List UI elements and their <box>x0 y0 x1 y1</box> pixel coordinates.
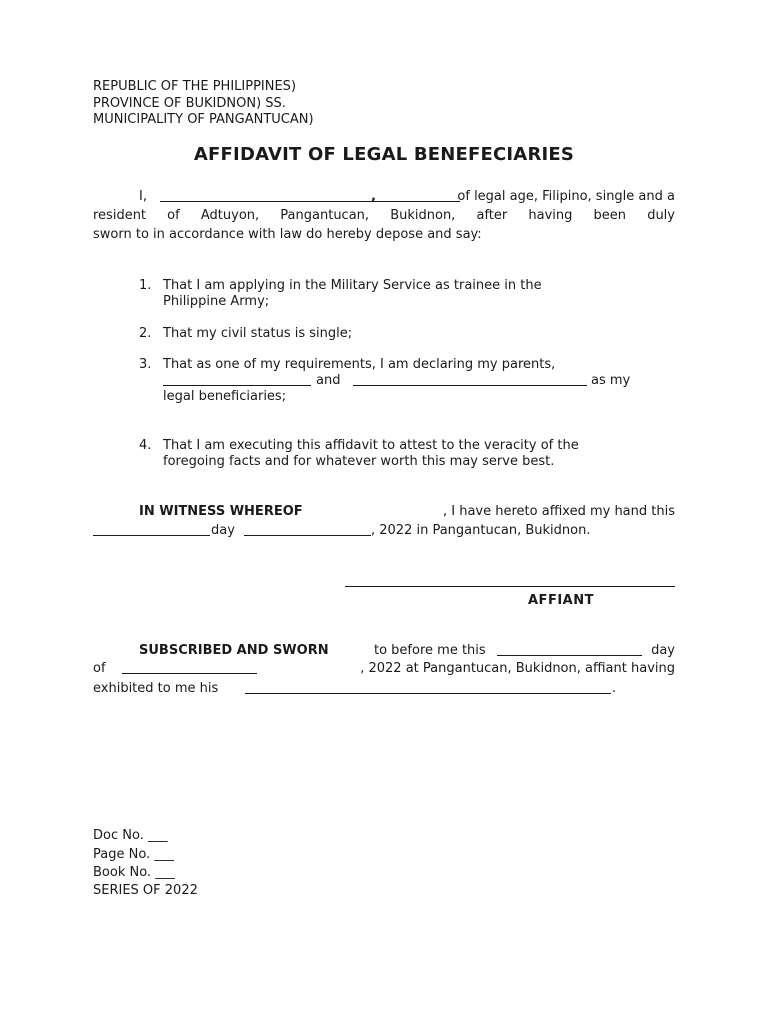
list-item-text: That as one of my requirements, I am declaring my parents, <box>163 357 556 372</box>
subscribed-day-word: day <box>651 643 675 658</box>
caption-republic: REPUBLIC OF THE PHILIPPINES) <box>93 79 297 94</box>
subscribed-month-blank <box>122 661 257 674</box>
list-item-text: That I am applying in the Military Service as trainee in the <box>163 278 542 293</box>
list-item-number: 2. <box>139 326 152 341</box>
intro-comma: , <box>371 189 376 204</box>
document-title: AFFIDAVIT OF LEGAL BENEFECIARIES <box>193 144 575 165</box>
witness-lead: IN WITNESS WHEREOF <box>139 504 303 519</box>
notary-book-no: Book No. ___ <box>93 865 175 880</box>
witness-month-blank <box>244 523 371 536</box>
list-item-text: legal beneficiaries; <box>163 389 287 404</box>
affiant-label: AFFIANT <box>528 593 594 608</box>
list-item-text: foregoing facts and for whatever worth this may serve best. <box>163 454 555 469</box>
witness-year-place: , 2022 in Pangantucan, Bukidnon. <box>371 523 591 538</box>
caption-province: PROVINCE OF BUKIDNON) SS. <box>93 96 286 111</box>
intro-prefix: I, <box>139 189 147 204</box>
notary-doc-no: Doc No. ___ <box>93 828 168 843</box>
list-item-number: 1. <box>139 278 152 293</box>
caption-municipality: MUNICIPALITY OF PANGANTUCAN) <box>93 112 314 127</box>
subscribed-line2-rest: , 2022 at Pangantucan, Bukidnon, affiant having <box>360 661 675 676</box>
list-item-number: 3. <box>139 357 152 372</box>
subscribed-line-2 <box>93 661 675 677</box>
parents-as-my: as my <box>591 373 631 388</box>
subscribed-period: . <box>612 681 617 696</box>
subscribed-lead: SUBSCRIBED AND SWORN <box>139 643 329 658</box>
subscribed-of-word: of <box>93 661 106 676</box>
id-document-blank <box>245 681 611 694</box>
father-name-blank <box>163 373 311 386</box>
list-item-text: Philippine Army; <box>163 294 270 309</box>
notary-series: SERIES OF 2022 <box>93 883 198 898</box>
notary-page-no: Page No. ___ <box>93 847 174 862</box>
witness-line-2 <box>93 523 675 539</box>
parents-line <box>163 373 679 389</box>
witness-rest: , I have hereto affixed my hand this <box>443 504 675 519</box>
subscribed-exhibited: exhibited to me his <box>93 681 219 696</box>
subscribed-rest: to before me this <box>374 643 486 658</box>
list-item-number: 4. <box>139 438 152 453</box>
intro-after-blank: of legal age, Filipino, single and a <box>457 189 675 204</box>
intro-line-3: sworn to in accordance with law do hereby depose and say: <box>93 227 482 242</box>
list-item-3 <box>139 357 679 407</box>
subscribed-line-3 <box>93 681 675 697</box>
subscribed-day-blank <box>497 643 642 656</box>
affiant-name-blank <box>160 189 460 202</box>
intro-line-2: resident of Adtuyon, Pangantucan, Bukidnon, after having been duly <box>93 208 675 223</box>
parents-and: and <box>316 373 341 388</box>
subscribed-line-1 <box>93 643 675 659</box>
list-item-text: That I am executing this affidavit to attest to the veracity of the <box>163 438 579 453</box>
mother-name-blank <box>353 373 587 386</box>
affiant-signature-line <box>345 586 675 587</box>
list-item-text: That my civil status is single; <box>163 326 353 341</box>
witness-day-word: day <box>211 523 235 538</box>
witness-day-blank <box>93 523 210 536</box>
